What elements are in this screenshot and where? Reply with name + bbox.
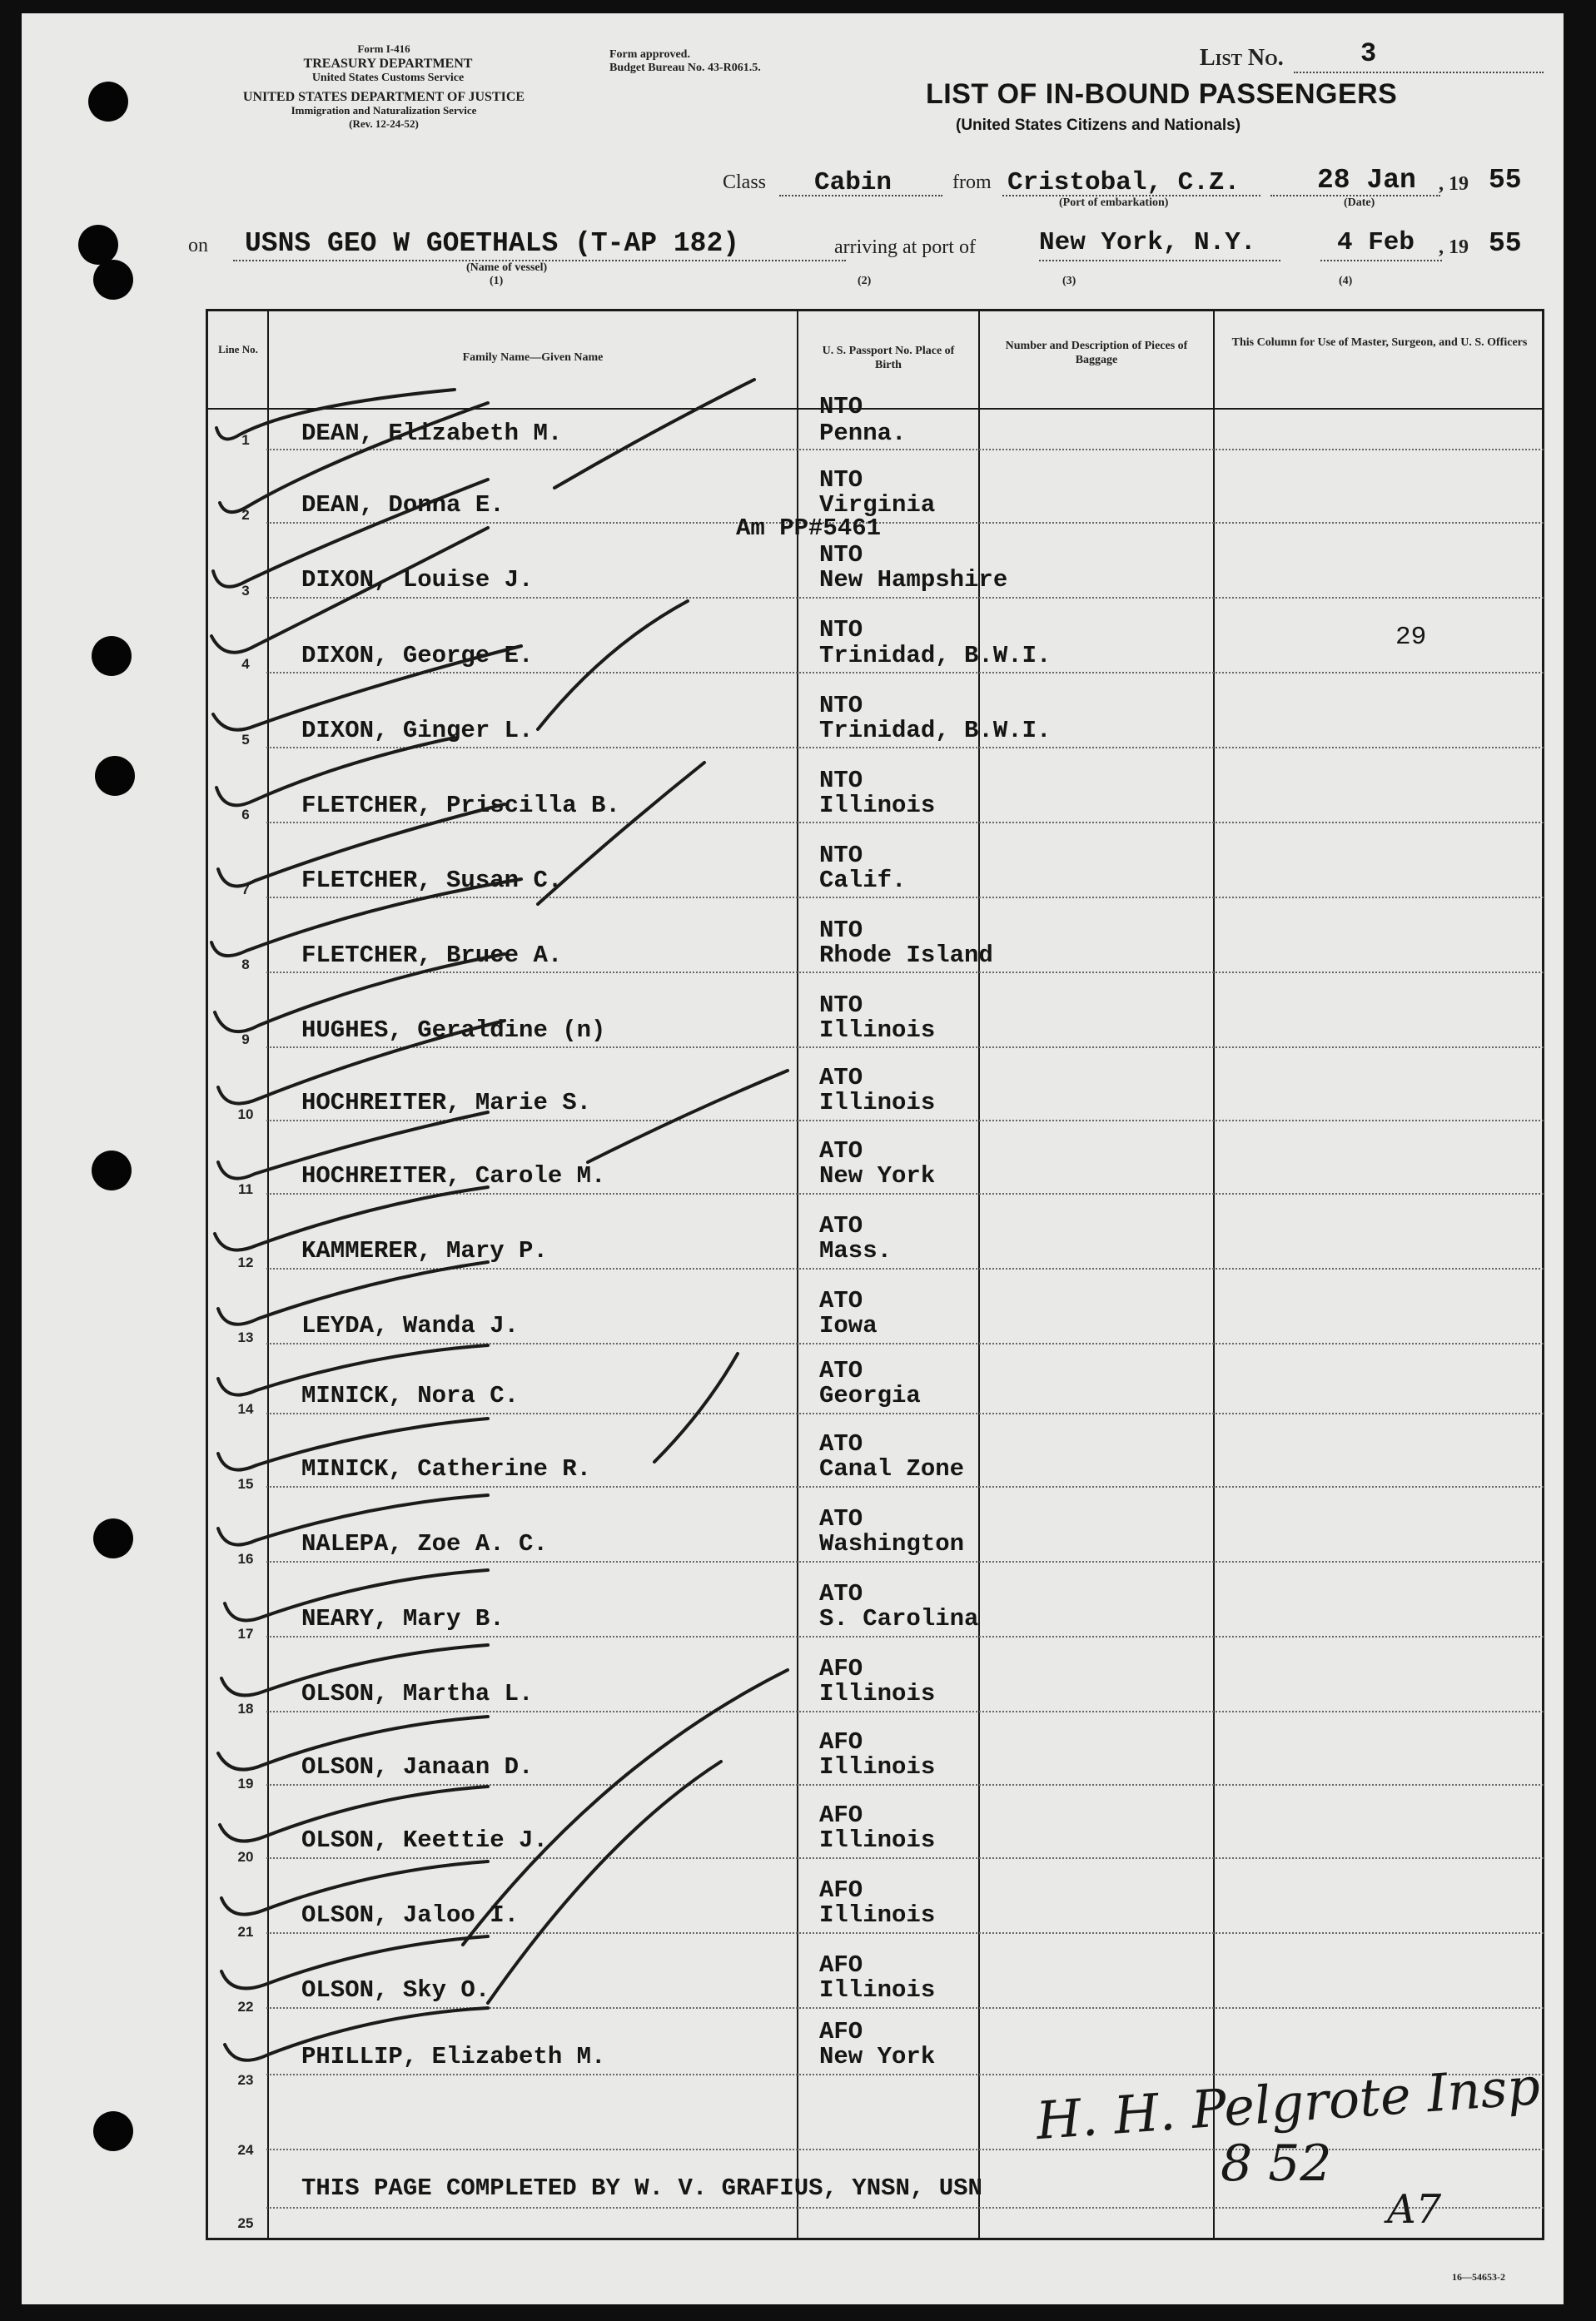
form-subtitle: (United States Citizens and Nationals) bbox=[956, 117, 1241, 134]
passport-code: ATO bbox=[819, 1212, 863, 1240]
list-no-label: List No. bbox=[1200, 45, 1284, 71]
passenger-name: FLETCHER, Priscilla B. bbox=[301, 792, 620, 819]
line-number: 21 bbox=[237, 1924, 254, 1940]
line-number: 18 bbox=[237, 1701, 254, 1717]
place-of-birth: Georgia bbox=[819, 1382, 921, 1409]
line-number: 14 bbox=[237, 1401, 254, 1417]
form-title: LIST OF IN-BOUND PASSENGERS bbox=[926, 78, 1398, 110]
line-number: 12 bbox=[237, 1255, 254, 1270]
date-caption: (Date) bbox=[1344, 196, 1375, 209]
place-of-birth: New York bbox=[819, 1162, 936, 1190]
line-number: 20 bbox=[237, 1849, 254, 1865]
passport-code: ATO bbox=[819, 1430, 863, 1458]
line-number: 17 bbox=[237, 1626, 254, 1642]
line-number: 5 bbox=[241, 732, 250, 748]
passenger-name: HOCHREITER, Marie S. bbox=[301, 1089, 592, 1116]
col-ref-3: (3) bbox=[1062, 275, 1076, 287]
passport-code: NTO bbox=[819, 917, 863, 944]
arrival-year-prefix: , 19 bbox=[1439, 236, 1469, 258]
arrival-port: New York, N.Y. bbox=[1039, 228, 1256, 257]
class-value: Cabin bbox=[814, 168, 892, 197]
passport-code: NTO bbox=[819, 541, 863, 569]
passenger-name: DIXON, Louise J. bbox=[301, 566, 534, 594]
passport-code: AFO bbox=[819, 1802, 863, 1829]
line-number: 16 bbox=[237, 1551, 254, 1567]
port-embark-caption: (Port of embarkation) bbox=[1059, 196, 1169, 209]
passport-code: NTO bbox=[819, 466, 863, 494]
place-of-birth: New Hampshire bbox=[819, 566, 1008, 594]
col-ref-2: (2) bbox=[858, 275, 872, 287]
line-number: 10 bbox=[237, 1106, 254, 1122]
check-marks bbox=[22, 13, 1564, 2304]
line-number: 9 bbox=[241, 1031, 250, 1047]
col-ref-1: (1) bbox=[490, 275, 504, 287]
line-number: 19 bbox=[237, 1776, 254, 1792]
place-of-birth: Rhode Island bbox=[819, 942, 993, 969]
passport-code: AFO bbox=[819, 2018, 863, 2045]
place-of-birth: Mass. bbox=[819, 1237, 892, 1265]
passport-code: ATO bbox=[819, 1357, 863, 1384]
passport-code: AFO bbox=[819, 1655, 863, 1682]
passport-code: NTO bbox=[819, 393, 863, 420]
header-officers: This Column for Use of Master, Surgeon, and U. S. Officers bbox=[1231, 336, 1528, 349]
passport-code: AFO bbox=[819, 1728, 863, 1756]
vessel-name: USNS GEO W GOETHALS (T-AP 182) bbox=[245, 228, 740, 259]
inspector-signature: H. H. Pelgrote Insp bbox=[1034, 2055, 1543, 2152]
passport-code: NTO bbox=[819, 767, 863, 794]
passenger-name: MINICK, Catherine R. bbox=[301, 1455, 592, 1483]
year-prefix: , 19 bbox=[1439, 173, 1469, 195]
line-number: 15 bbox=[237, 1476, 254, 1492]
form-revision: (Rev. 12-24-52) bbox=[349, 117, 419, 130]
ins-service: Immigration and Naturalization Service bbox=[291, 104, 477, 117]
passenger-name: OLSON, Janaan D. bbox=[301, 1753, 534, 1781]
place-of-birth: Illinois bbox=[819, 1680, 936, 1707]
col-ref-4: (4) bbox=[1339, 275, 1353, 287]
place-of-birth: Illinois bbox=[819, 1976, 936, 2004]
document-page bbox=[22, 13, 1564, 2304]
customs-service: United States Customs Service bbox=[311, 72, 465, 84]
place-of-birth: Illinois bbox=[819, 1826, 936, 1854]
place-of-birth: Illinois bbox=[819, 1753, 936, 1781]
class-label: Class bbox=[723, 171, 767, 193]
form-number: Form I-416 bbox=[357, 42, 410, 55]
place-of-birth: Washington bbox=[819, 1530, 965, 1558]
line-number: 4 bbox=[241, 656, 250, 672]
treasury-dept: TREASURY DEPARTMENT bbox=[303, 57, 473, 71]
arriving-label: arriving at port of bbox=[834, 236, 976, 258]
officer-mark: 29 bbox=[1395, 623, 1427, 652]
place-of-birth: Illinois bbox=[819, 1016, 936, 1044]
place-of-birth: New York bbox=[819, 2043, 936, 2070]
on-label: on bbox=[188, 235, 208, 256]
port-of-embarkation: Cristobal, C.Z. bbox=[1007, 168, 1241, 197]
passenger-name: FLETCHER, Susan C. bbox=[301, 867, 563, 894]
passport-code: AFO bbox=[819, 1876, 863, 1904]
line-number: 6 bbox=[241, 807, 250, 823]
passenger-name: DIXON, Ginger L. bbox=[301, 717, 534, 744]
passport-code: ATO bbox=[819, 1287, 863, 1315]
place-of-birth: Penna. bbox=[819, 420, 907, 447]
place-of-birth: Trinidad, B.W.I. bbox=[819, 717, 1052, 744]
passport-code: NTO bbox=[819, 692, 863, 719]
passenger-name: HOCHREITER, Carole M. bbox=[301, 1162, 606, 1190]
embark-year: 55 bbox=[1489, 165, 1522, 196]
place-of-birth: Illinois bbox=[819, 1901, 936, 1929]
passport-code: ATO bbox=[819, 1137, 863, 1165]
from-label: from bbox=[952, 171, 992, 193]
passport-code: ATO bbox=[819, 1505, 863, 1533]
line-number: 22 bbox=[237, 1999, 254, 2015]
passenger-name: OLSON, Sky O. bbox=[301, 1976, 490, 2004]
form-approved: Form approved. bbox=[609, 48, 690, 61]
passenger-name: KAMMERER, Mary P. bbox=[301, 1237, 548, 1265]
passport-code: ATO bbox=[819, 1580, 863, 1608]
passport-note: Am PP#5461 bbox=[736, 514, 882, 542]
arrival-date: 4 Feb bbox=[1337, 228, 1415, 257]
passenger-name: DEAN, Donna E. bbox=[301, 491, 505, 519]
passenger-name: DEAN, Elizabeth M. bbox=[301, 420, 563, 447]
place-of-birth: Trinidad, B.W.I. bbox=[819, 642, 1052, 669]
passport-code: NTO bbox=[819, 616, 863, 644]
passenger-name: NEARY, Mary B. bbox=[301, 1605, 505, 1633]
vessel-caption: (Name of vessel) bbox=[466, 261, 548, 274]
print-code: 16—54653-2 bbox=[1452, 2271, 1505, 2283]
passenger-name: OLSON, Martha L. bbox=[301, 1680, 534, 1707]
place-of-birth: Illinois bbox=[819, 1089, 936, 1116]
passenger-name: MINICK, Nora C. bbox=[301, 1382, 520, 1409]
passport-code: NTO bbox=[819, 992, 863, 1019]
place-of-birth: Calif. bbox=[819, 867, 907, 894]
passenger-name: OLSON, Jaloo I. bbox=[301, 1901, 520, 1929]
line-number: 2 bbox=[241, 507, 250, 523]
line-number: 13 bbox=[237, 1329, 254, 1345]
passenger-name: HUGHES, Geraldine (n) bbox=[301, 1016, 606, 1044]
place-of-birth: Illinois bbox=[819, 792, 936, 819]
line-number: 23 bbox=[237, 2072, 254, 2088]
place-of-birth: Virginia bbox=[819, 491, 936, 519]
line-number: 24 bbox=[237, 2142, 254, 2158]
header-line-no: Line No. bbox=[218, 343, 258, 355]
passenger-name: LEYDA, Wanda J. bbox=[301, 1312, 520, 1339]
passport-code: NTO bbox=[819, 842, 863, 869]
line-number: 11 bbox=[238, 1181, 253, 1197]
place-of-birth: S. Carolina bbox=[819, 1605, 979, 1633]
arrival-year: 55 bbox=[1489, 228, 1522, 259]
passenger-name: OLSON, Keettie J. bbox=[301, 1826, 548, 1854]
place-of-birth: Canal Zone bbox=[819, 1455, 965, 1483]
signature-number: 8 52 bbox=[1221, 2135, 1332, 2193]
justice-dept: UNITED STATES DEPARTMENT OF JUSTICE bbox=[242, 90, 525, 104]
line-number: 7 bbox=[241, 882, 250, 897]
budget-bureau: Budget Bureau No. 43-R061.5. bbox=[609, 62, 761, 74]
passenger-name: NALEPA, Zoe A. C. bbox=[301, 1530, 548, 1558]
passenger-name: PHILLIP, Elizabeth M. bbox=[301, 2043, 606, 2070]
completion-note: THIS PAGE COMPLETED BY W. V. GRAFIUS, YNSN, USN bbox=[301, 2174, 982, 2202]
passenger-name: DIXON, George E. bbox=[301, 642, 534, 669]
passport-code: ATO bbox=[819, 1064, 863, 1091]
header-baggage: Number and Description of Pieces of Baggage bbox=[1005, 340, 1188, 366]
line-number: 25 bbox=[237, 2215, 254, 2231]
line-number: 1 bbox=[241, 432, 250, 448]
passport-code: AFO bbox=[819, 1951, 863, 1979]
header-name: Family Name—Given Name bbox=[462, 351, 604, 364]
line-number: 8 bbox=[241, 957, 250, 972]
embark-date: 28 Jan bbox=[1317, 165, 1416, 196]
list-no-value: 3 bbox=[1360, 38, 1377, 69]
place-of-birth: Iowa bbox=[819, 1312, 878, 1339]
passenger-name: FLETCHER, Bruce A. bbox=[301, 942, 563, 969]
line-number: 3 bbox=[241, 583, 250, 599]
header-passport: U. S. Passport No. Place of Birth bbox=[822, 345, 955, 371]
signature-code: A7 bbox=[1387, 2186, 1442, 2233]
